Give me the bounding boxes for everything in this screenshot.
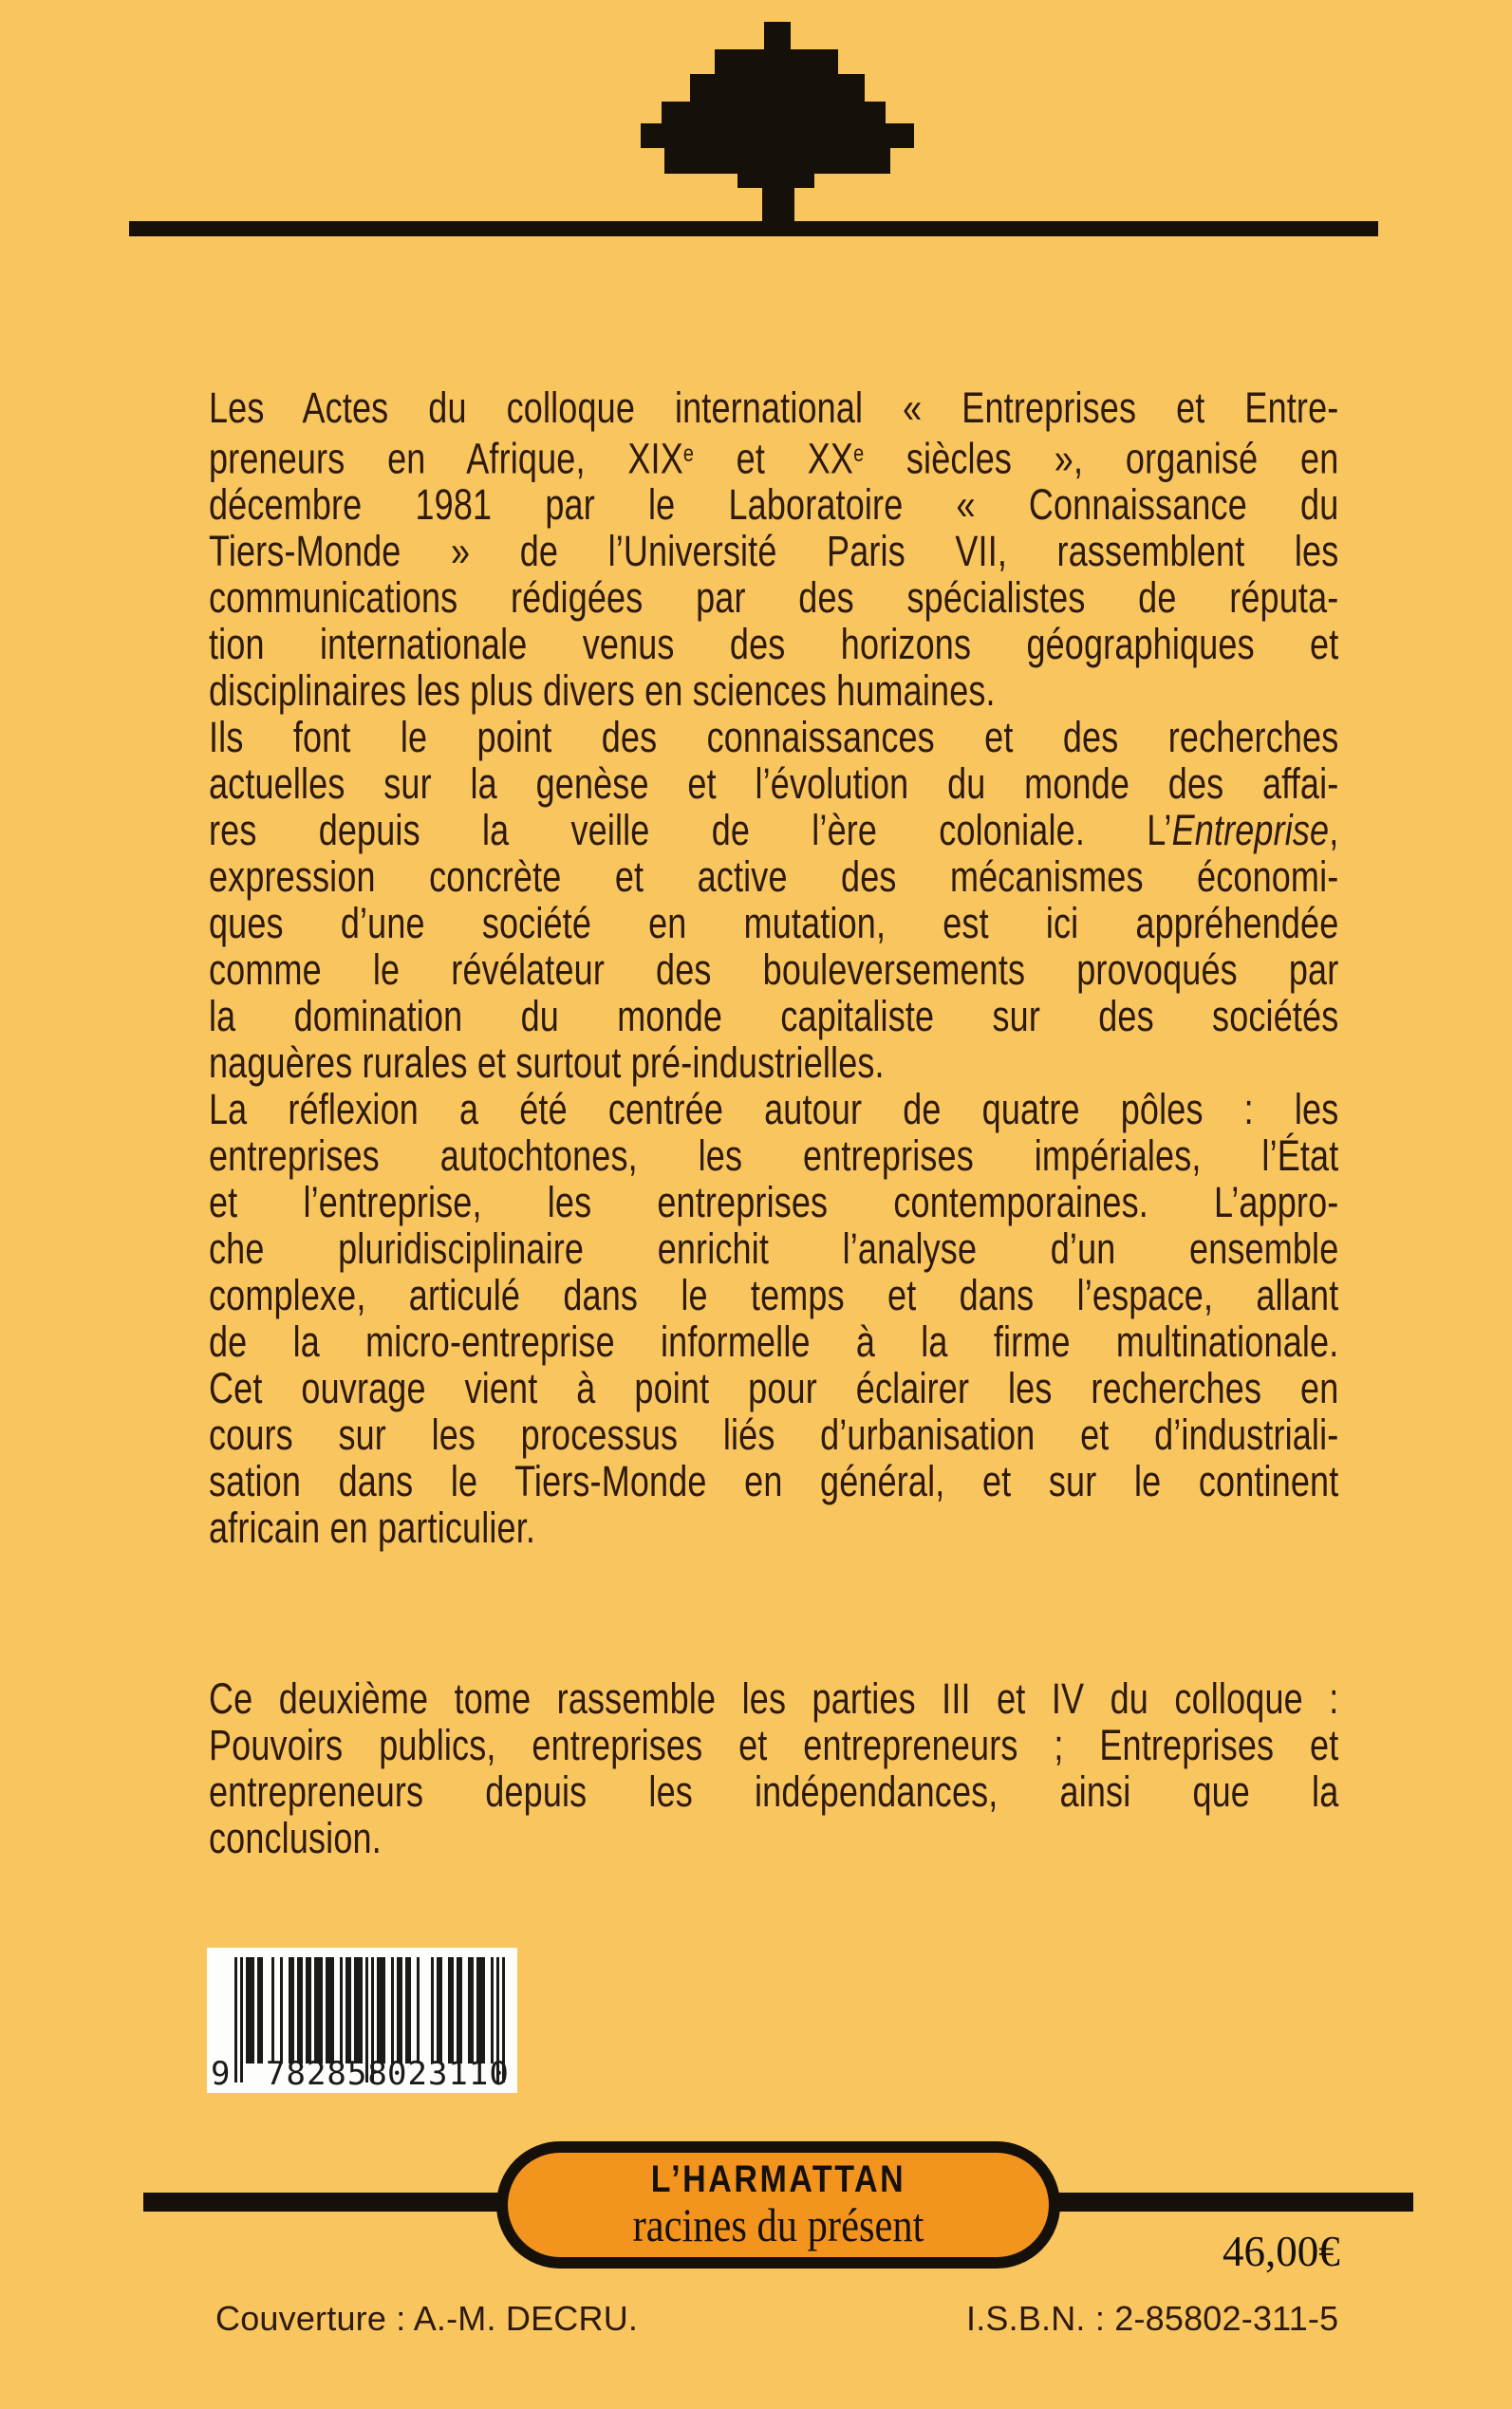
blurb-line: expression concrète et active des mécanismes économi- bbox=[209, 852, 1339, 902]
blurb-line: La réflexion a été centrée autour de quatre pôles : les bbox=[209, 1085, 1339, 1134]
barcode-bar bbox=[391, 1957, 394, 2064]
blurb-line: complexe, articulé dans le temps et dans l’espace, allant bbox=[209, 1271, 1339, 1320]
barcode-bar bbox=[437, 1957, 442, 2064]
publisher-name: L’HARMATTAN bbox=[650, 2158, 906, 2200]
blurb-line: décembre 1981 par le Laboratoire « Connaissance du bbox=[209, 480, 1339, 530]
publisher-logo-inner bbox=[513, 2159, 1045, 2250]
blurb-segment: , bbox=[1329, 806, 1339, 855]
barcode-bar bbox=[340, 1957, 343, 2064]
blurb-segment: res depuis la veille de l’ère coloniale. L’ bbox=[209, 806, 1172, 855]
blurb-line: disciplinaires les plus divers en sciences humaines. bbox=[209, 666, 996, 716]
blurb-segment: preneurs en Afrique, bbox=[209, 434, 628, 483]
tree-block bbox=[690, 74, 865, 103]
barcode-bar bbox=[297, 1957, 303, 2064]
barcode-bar bbox=[491, 1957, 494, 2064]
isbn-label: I.S.B.N. : 2-85802-311-5 bbox=[966, 2299, 1339, 2338]
barcode-bar bbox=[314, 1957, 323, 2064]
blurb-line: de la micro-entreprise informelle à la firme multinationale. bbox=[209, 1317, 1339, 1367]
barcode-bar bbox=[468, 1957, 474, 2064]
blurb-line: et l’entreprise, les entreprises contemporaines. L’appro- bbox=[209, 1178, 1339, 1227]
blurb-line: actuelles sur la genèse et l’évolution du monde des affai- bbox=[209, 759, 1339, 809]
ean13-barcode bbox=[207, 1948, 517, 2093]
barcode-bar bbox=[306, 1957, 311, 2064]
superscript: e bbox=[682, 441, 694, 467]
blurb-line: entreprises autochtones, les entreprises impériales, l’État bbox=[209, 1131, 1339, 1181]
blurb-line: comme le révélateur des bouleversements provoqués par bbox=[209, 945, 1339, 995]
tree-block bbox=[715, 49, 838, 75]
blurb-line: Tiers-Monde » de l’Université Paris VII, rassemblent les bbox=[209, 527, 1339, 576]
blurb-segment-italic: Entreprise bbox=[1171, 806, 1330, 855]
publisher-logo bbox=[496, 2141, 1060, 2269]
barcode-bar bbox=[405, 1957, 411, 2064]
tome-note-line: conclusion. bbox=[209, 1814, 382, 1862]
barcode-bar bbox=[345, 1957, 351, 2064]
blurb-line: tion internationale venus des horizons géographiques et bbox=[209, 620, 1339, 669]
barcode-bar bbox=[246, 1957, 254, 2064]
blurb-segment: et bbox=[693, 434, 808, 483]
blurb-line: la domination du monde capitaliste sur des sociétés bbox=[209, 992, 1339, 1041]
blurb-line: Les Actes du colloque international « Entreprises et Entre- bbox=[209, 383, 1339, 432]
price-label: 46,00€ bbox=[1223, 2228, 1340, 2275]
blurb-line: Cet ouvrage vient à point pour éclairer les recherches en bbox=[209, 1364, 1339, 1413]
tome-note-line: Pouvoirs publics, entreprises et entrepreneurs ; Entreprises et bbox=[209, 1721, 1339, 1769]
tree-block bbox=[662, 102, 886, 124]
barcode-bar bbox=[457, 1957, 462, 2064]
tome-note-line: Ce deuxième tome rassemble les parties III et IV du colloque : bbox=[209, 1674, 1339, 1723]
barcode-bar bbox=[448, 1957, 454, 2064]
blurb-line bbox=[209, 431, 1338, 481]
blurb-line bbox=[209, 807, 1338, 853]
blurb-segment: siècles », organisé en bbox=[864, 434, 1339, 483]
blurb-text bbox=[209, 384, 1338, 1551]
blurb-line: africain en particulier. bbox=[209, 1503, 536, 1553]
cover-credit: Couverture : A.-M. DECRU. bbox=[215, 2299, 639, 2338]
tome-note-line: entrepreneurs depuis les indépendances, ainsi que la bbox=[209, 1767, 1339, 1816]
barcode-bar bbox=[271, 1957, 274, 2064]
barcode-digit-group2: 023110 bbox=[387, 2055, 510, 2093]
barcode-bar bbox=[289, 1957, 294, 2064]
barcode-bar bbox=[280, 1957, 283, 2064]
barcode-digits bbox=[207, 2055, 517, 2093]
blurb-segment: XIX bbox=[627, 434, 683, 483]
barcode-bar bbox=[257, 1957, 263, 2064]
barcode-bar bbox=[476, 1957, 485, 2064]
blurb-line: cours sur les processus liés d’urbanisation et d’industriali- bbox=[209, 1410, 1339, 1460]
barcode-bar bbox=[397, 1957, 402, 2064]
blurb-segment: XX bbox=[807, 434, 854, 483]
barcode-bar bbox=[354, 1957, 363, 2064]
barcode-digit-lead: 9 bbox=[211, 2055, 232, 2093]
blurb-line: sation dans le Tiers-Monde en général, et sur le continent bbox=[209, 1457, 1339, 1506]
tree-block bbox=[764, 22, 791, 50]
tree-block bbox=[641, 123, 914, 148]
blurb-line: communications rédigées par des spécialistes de réputa- bbox=[209, 573, 1339, 623]
barcode-bar bbox=[417, 1957, 420, 2064]
blurb-line: Ils font le point des connaissances et des recherches bbox=[209, 713, 1339, 762]
barcode-bar bbox=[326, 1957, 334, 2064]
top-rule bbox=[129, 221, 1378, 236]
barcode-digit-group1: 782858 bbox=[266, 2055, 388, 2093]
publisher-collection: racines du présent bbox=[632, 2198, 924, 2251]
blurb-line: naguères rurales et surtout pré-industrielles. bbox=[209, 1038, 885, 1088]
blurb-line: ques d’une société en mutation, est ici appréhendée bbox=[209, 899, 1339, 948]
blurb-line: che pluridisciplinaire enrichit l’analyse d’un ensemble bbox=[209, 1224, 1339, 1274]
barcode-bar bbox=[377, 1957, 385, 2064]
barcode-bar bbox=[431, 1957, 434, 2064]
superscript: e bbox=[853, 441, 865, 467]
tome-note bbox=[209, 1675, 1338, 1861]
